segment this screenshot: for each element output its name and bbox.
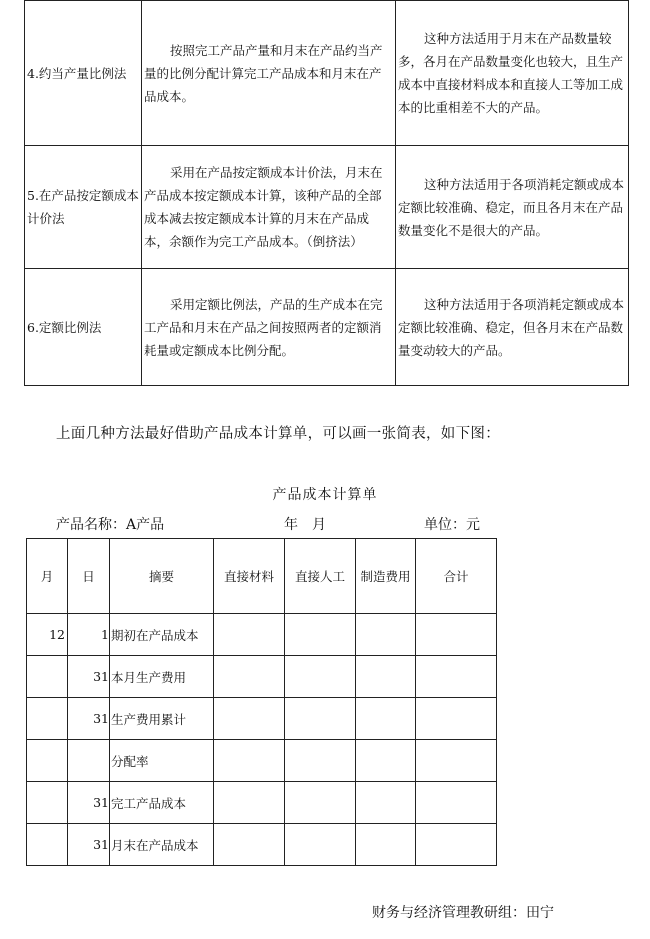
method-name: 5.在产品按定额成本计价法	[25, 146, 142, 269]
row-day: 31	[68, 698, 110, 740]
cell-total	[416, 656, 497, 698]
method-conditions: 这种方法适用于月末在产品数量较多，各月在产品数量变化也较大，且生产成本中直接材料成本和直接人工等加工成本的比重相差不大的产品。	[396, 1, 629, 146]
cell-direct-labor	[285, 824, 356, 866]
row-summary: 生产费用累计	[110, 698, 214, 740]
row-month	[27, 740, 68, 782]
method-row	[25, 269, 629, 386]
row-month	[27, 782, 68, 824]
cell-total	[416, 698, 497, 740]
cell-manufacturing-overhead	[356, 698, 416, 740]
cell-manufacturing-overhead	[356, 740, 416, 782]
cell-manufacturing-overhead	[356, 824, 416, 866]
row-month: 12	[27, 614, 68, 656]
table-row	[27, 740, 497, 782]
row-month	[27, 698, 68, 740]
cell-direct-labor	[285, 698, 356, 740]
table-row	[27, 614, 497, 656]
row-month	[27, 824, 68, 866]
method-row	[25, 146, 629, 269]
row-day: 31	[68, 656, 110, 698]
cost-sheet-table	[26, 538, 497, 866]
header-day: 日	[68, 539, 110, 614]
cell-direct-labor	[285, 656, 356, 698]
header-manufacturing-overhead: 制造费用	[356, 539, 416, 614]
method-conditions: 这种方法适用于各项消耗定额或成本定额比较准确、稳定，而且各月末在产品数量变化不是很大的产品。	[396, 146, 629, 269]
header-row	[27, 539, 497, 614]
cost-sheet-title: 产品成本计算单	[272, 487, 378, 503]
row-day: 1	[68, 614, 110, 656]
methods-table	[24, 0, 629, 386]
table-row	[27, 656, 497, 698]
cell-direct-labor	[285, 614, 356, 656]
cell-direct-labor	[285, 782, 356, 824]
product-name-label: 产品名称：A产品	[56, 517, 165, 533]
cell-direct-materials	[214, 782, 285, 824]
row-day	[68, 740, 110, 782]
method-name: 6.定额比例法	[25, 269, 142, 386]
cell-direct-materials	[214, 740, 285, 782]
header-total: 合计	[416, 539, 497, 614]
method-conditions: 这种方法适用于各项消耗定额或成本定额比较准确、稳定，但各月末在产品数量变动较大的产品。	[396, 269, 629, 386]
table-row	[27, 698, 497, 740]
note-text: 上面几种方法最好借助产品成本计算单，可以画一张简表，如下图：	[56, 426, 500, 442]
cell-total	[416, 614, 497, 656]
header-direct-materials: 直接材料	[214, 539, 285, 614]
method-row	[25, 1, 629, 146]
unit-label: 单位：元	[424, 517, 480, 533]
row-summary: 期初在产品成本	[110, 614, 214, 656]
row-summary: 月末在产品成本	[110, 824, 214, 866]
row-summary: 本月生产费用	[110, 656, 214, 698]
header-summary: 摘要	[110, 539, 214, 614]
row-month	[27, 656, 68, 698]
table-row	[27, 782, 497, 824]
date-label: 年 月	[284, 517, 326, 533]
cell-direct-materials	[214, 656, 285, 698]
table-row	[27, 824, 497, 866]
header-direct-labor: 直接人工	[285, 539, 356, 614]
method-content: 按照完工产品产量和月末在产品约当产量的比例分配计算完工产品成本和月末在产品成本。	[142, 1, 396, 146]
row-summary: 完工产品成本	[110, 782, 214, 824]
cell-direct-labor	[285, 740, 356, 782]
cell-direct-materials	[214, 614, 285, 656]
cell-total	[416, 824, 497, 866]
cell-manufacturing-overhead	[356, 656, 416, 698]
cell-total	[416, 740, 497, 782]
row-day: 31	[68, 824, 110, 866]
method-name: 4.约当产量比例法	[25, 1, 142, 146]
row-day: 31	[68, 782, 110, 824]
cell-direct-materials	[214, 824, 285, 866]
cell-total	[416, 782, 497, 824]
header-month: 月	[27, 539, 68, 614]
cell-direct-materials	[214, 698, 285, 740]
cell-manufacturing-overhead	[356, 782, 416, 824]
cell-manufacturing-overhead	[356, 614, 416, 656]
method-content: 采用定额比例法，产品的生产成本在完工产品和月末在产品之间按照两者的定额消耗量或定额成本比例分配。	[142, 269, 396, 386]
method-content: 采用在产品按定额成本计价法，月末在产品成本按定额成本计算，该种产品的全部成本减去按定额成本计算的月末在产品成本，余额作为完工产品成本。（倒挤法）	[142, 146, 396, 269]
footer-signature: 财务与经济管理教研组：田宁	[372, 905, 554, 921]
row-summary: 分配率	[110, 740, 214, 782]
